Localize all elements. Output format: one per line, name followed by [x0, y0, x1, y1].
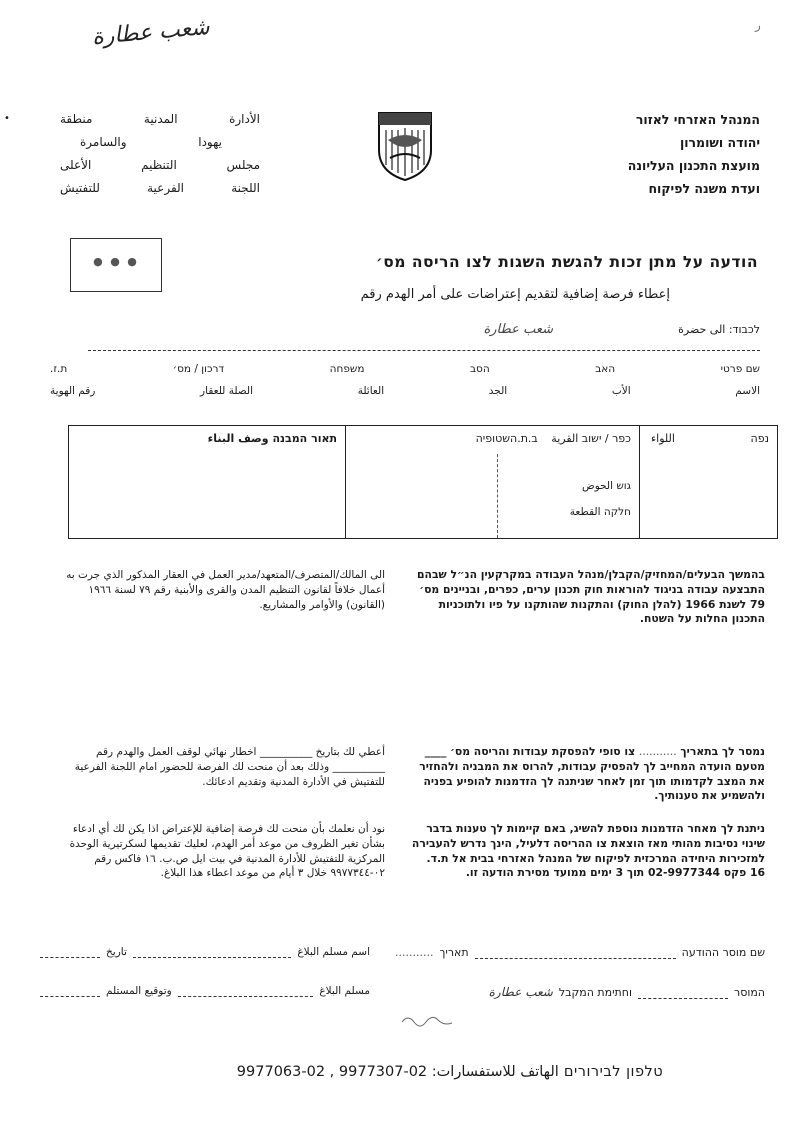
- block-label: גוש الحوض: [582, 480, 631, 492]
- stamp-box: [70, 238, 162, 292]
- sig-he-date: תאריך: [439, 946, 469, 959]
- phone-line: טלפון לבירורים الهاتف للاستفسارات: 02-9977307 , 02-9977063: [236, 1064, 664, 1080]
- emblem-icon: [376, 110, 434, 182]
- field-passport: דרכון / מס׳: [172, 363, 225, 375]
- building-cell: [69, 426, 346, 538]
- handwritten-name: شعب عطارة: [91, 14, 211, 51]
- sig-he-date-fill: ...........: [395, 946, 434, 959]
- sig-he-receiver-fill: شعب عطارة: [488, 985, 553, 999]
- address-fill: شعب عطارة: [483, 322, 554, 337]
- header-ar-word: الأعلى: [60, 158, 92, 172]
- person-fields-he: [50, 363, 760, 375]
- header-ar-word: مجلس: [226, 158, 260, 172]
- header-he-line: המנהל האזרחי לאזור: [635, 112, 760, 127]
- para1-arabic: الى المالك/المتصرف/المتعهد/مدير العمل في العقار المذكور الذي جرت به أعمال خلافاً لقانون التنظيم المدن والقرى والأبنية رقم ٧٩ لسنة ١٩٦٦ (القانون) والأوامر والمشاريع.: [66, 569, 385, 611]
- field-id-ar: رقم الهوية: [50, 385, 96, 397]
- field-family-ar: العائلة: [357, 385, 385, 397]
- parcel-label: חלקה القطعة: [569, 506, 631, 518]
- district-ar: اللواء: [651, 432, 675, 445]
- header-ar-word: للتفتيش: [60, 181, 100, 195]
- para2-hebrew: [410, 745, 765, 804]
- title-arabic: إعطاء فرصة إضافية لتقديم إعتراضات على أمر الهدم رقم: [360, 287, 670, 302]
- person-fields-ar: [50, 385, 760, 397]
- header-ar-word: الأدارة: [229, 112, 260, 126]
- field-first-name-ar: الاسم: [735, 385, 760, 397]
- title-hebrew: הודעה על מתן זכות להגשת השגות לצו הריסה מס׳: [375, 253, 758, 271]
- address-label: לכבוד: الى حضرة: [678, 323, 760, 336]
- sig-he-row1: [395, 946, 765, 959]
- sig-he-deliverer2: המוסר: [733, 986, 765, 999]
- field-id: ת.ז.: [50, 363, 68, 375]
- sig-he-receiver: וחתימת המקבל: [558, 986, 632, 999]
- village-cell: [347, 426, 640, 538]
- field-grandfather-ar: الجد: [488, 385, 508, 397]
- sig-ar-deliverer2: مسلم البلاغ: [319, 985, 370, 997]
- building-label: תאור המבנה وصف البناء: [207, 432, 337, 445]
- header-ar-word: المدنية: [143, 112, 178, 126]
- header-he-line: ועדת משנה לפיקוח: [648, 181, 760, 196]
- district-he: נפה: [750, 432, 769, 445]
- field-first-name: שם פרטי: [720, 363, 760, 375]
- header-he-line: מועצת התכנון העליונה: [627, 158, 760, 173]
- scribble-icon: [400, 1010, 460, 1034]
- header-hebrew: [500, 108, 760, 200]
- para1-hebrew: בהמשך הבעלים/המחזיק/הקבלן/מנהל העבודה במקרקעין הנ״ל שבהם התבצעה עבודה בניגוד להוראות חוק תכנון ערים, כפרים, ובניינים מס׳ 79 לשנת 1966 (להלן החוק) והתקנות שהותקנו על פיו ולתוכניות התכנון החלות על השטח.: [417, 568, 765, 626]
- para2-he-b: צו סופי להפסקת: [551, 745, 636, 758]
- sig-ar-deliverer: اسم مسلم البلاغ: [297, 946, 370, 958]
- village-value: ב.ת.השטופיה: [475, 432, 538, 445]
- para3-arabic: نود أن نعلمك بأن منحت لك فرصة إضافية للإعتراض اذا يكن لك أي ادعاء بشأن تغير الظروف من موعد أمر الهدم، لعليك تقديمها لسكرتيرية الوحدة المركزية للتفتيش للأدارة المدنية في بيت ايل ص.ب. ١٦ فاكس رقم ٠٢-٩٩٧٧٣٤٤ خلال ٣ أيام من موعد اعطاء هذا البلاغ.: [69, 823, 385, 880]
- address-dotted-line: [88, 350, 760, 351]
- header-ar-word: يهودا: [198, 135, 222, 149]
- para2-he-fill: ...........: [638, 745, 677, 758]
- sig-he-row2: [395, 985, 765, 999]
- para2-he-a: נמסר לך בתאריך: [680, 745, 765, 758]
- sig-ar-receiver: وتوقيع المستلم: [106, 985, 172, 997]
- header-arabic: [60, 108, 260, 200]
- para2-he-rest: עבודות והריסה מס׳ ____ מטעם הועדה המחייב לך להפסיק עבודות, להרוס את המבניה ולהחזיר את המצב לקדמותו תוך זמן לאחר שניתנה לך הזדמנות להופיע בפניה ולהשמיע את טענותיך.: [419, 745, 765, 803]
- field-relation-ar: الصلة للعقار: [200, 385, 254, 397]
- village-label: כפר / ישוב القرية: [551, 432, 631, 445]
- location-table: [68, 425, 778, 539]
- district-cell: [643, 426, 777, 538]
- sig-he-deliverer: שם מוסר ההודעה: [681, 946, 765, 959]
- header-ar-word: والسامرة: [80, 135, 127, 149]
- field-family: משפחה: [329, 363, 365, 375]
- address-row: [60, 318, 760, 342]
- para3-hebrew: ניתנת לך מאחר הזדמנות נוספת להשיג, באם קיימות לך טענות בדבר שינוי נסיבות מהותי מאז הוצאת צו ההריסה דלעיל, הינך נדרש להעבירה למזכירות היחידה המרכזית לפיקוח של המנהל האזרחי בבית אל ת.ד. 16 פקס 02-9977344 תוך 3 ימים ממועד מסירת הודעה זו.: [411, 822, 765, 880]
- field-grandfather: הסב: [469, 363, 490, 375]
- stamp-text: ● ● ●: [93, 255, 139, 268]
- header-ar-word: الفرعية: [147, 181, 185, 195]
- field-father-ar: الأب: [611, 385, 631, 397]
- para2-arabic: أعطي لك بتاريخ __________ اخطار نهائي لوقف العمل والهدم رقم __________ وذلك بعد أن منحت لك الفرصة للحضور امام اللجنة الفرعية للتفتيش في الأدارة المدنية وتقديم ادعائك.: [74, 746, 385, 788]
- sig-ar-date: تاريخ: [106, 946, 127, 958]
- header-ar-word: منطقة: [60, 112, 93, 126]
- sig-ar-row2: [40, 985, 370, 997]
- side-mark: •: [4, 113, 10, 124]
- field-father: האב: [595, 363, 616, 375]
- header-he-line: יהודה ושומרון: [679, 135, 760, 150]
- header-ar-word: التنظيم: [141, 158, 177, 172]
- sig-ar-row1: [40, 946, 370, 958]
- header-ar-word: اللجنة: [231, 181, 260, 195]
- corner-mark: ر: [755, 18, 761, 32]
